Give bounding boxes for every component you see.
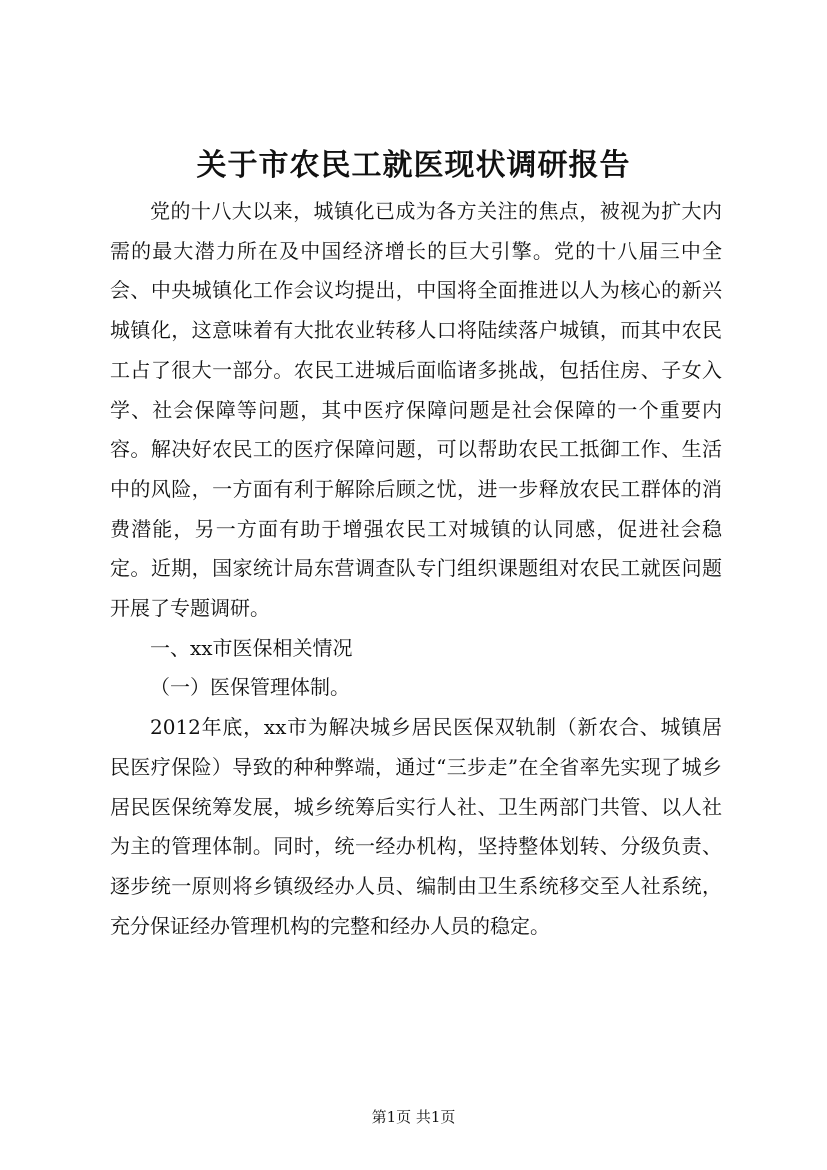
page-footer: 第1页 共1页 [371,1108,456,1126]
management-paragraph: 2012年底，xx市为解决城乡居民医保双轨制（新农合、城镇居民医疗保险）导致的种种弊端，通过“三步走”在全省率先实现了城乡居民医保统筹发展，城乡统筹后实行人社、卫生两部门共管、以人社为主的管理体制。同时，统一经办机构，坚持整体划转、分级负责、逐步统一原则将乡镇级经办人员、编制由卫生系统移交至人社系统，充分保证经办管理机构的完整和经办人员的稳定。 [110,715,722,938]
document-title: 关于市农民工就医现状调研报告 [196,148,631,183]
section-heading: 一、xx市医保相关情况 [150,635,353,660]
sub-heading: （一）医保管理体制。 [150,675,350,700]
intro-paragraph: 党的十八大以来，城镇化已成为各方关注的焦点，被视为扩大内需的最大潜力所在及中国经济增长的巨大引擎。党的十八届三中全会、中央城镇化工作会议均提出，中国将全面推进以人为核心的新兴城镇化，这意味着有大批农业转移人口将陆续落户城镇，而其中农民工占了很大一部分。农民工进城后面临诸多挑战，包括住房、子女入学、社会保障等问题，其中医疗保障问题是社会保障的一个重要内容。解决好农民工的医疗保障问题，可以帮助农民工抵御工作、生活中的风险，一方面有利于解除后顾之忧，进一步释放农民工群体的消费潜能，另一方面有助于增强农民工对城镇的认同感，促进社会稳定。近期，国家统计局东营调查队专门组织课题组对农民工就医问题开展了专题调研。 [110,199,722,621]
document-body [110,192,722,946]
